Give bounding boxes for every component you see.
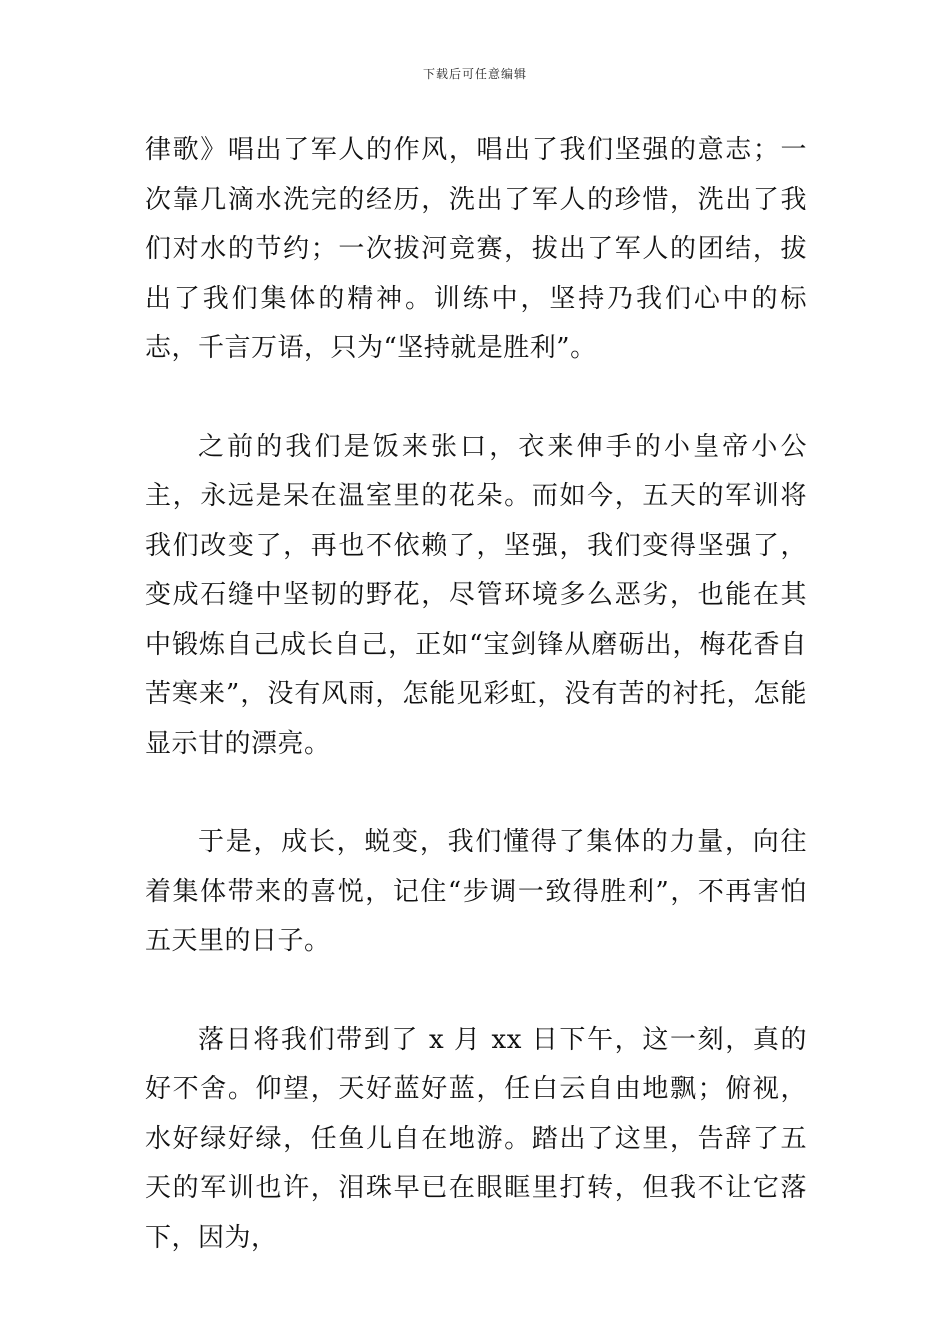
paragraph-gap bbox=[145, 967, 807, 1016]
document-body bbox=[145, 126, 807, 1263]
paragraph-2: 之前的我们是饭来张口，衣来伸手的小皇帝小公主，永远是呆在温室里的花朵。而如今，五天的军训将我们改变了，再也不依赖了，坚强，我们变得坚强了，变成石缝中坚韧的野花，尽管环境多么恶劣，也能在其中锻炼自己成长自己，正如“宝剑锋从磨砺出，梅花香自苦寒来”，没有风雨，怎能见彩虹，没有苦的衬托，怎能显示甘的漂亮。 bbox=[145, 431, 807, 759]
paragraph-gap bbox=[145, 769, 807, 818]
paragraph-1: 律歌》唱出了军人的作风，唱出了我们坚强的意志；一次靠几滴水洗完的经历，洗出了军人的珍惜，洗出了我们对水的节约；一次拔河竞赛，拔出了军人的团结，拔出了我们集体的精神。训练中，坚持乃我们心中的标志，千言万语，只为“坚持就是胜利”。 bbox=[145, 135, 807, 363]
paragraph-3: 于是，成长，蜕变，我们懂得了集体的力量，向往着集体带来的喜悦，记住“步调一致得胜利”，不再害怕五天里的日子。 bbox=[145, 827, 807, 956]
page-header-note: 下载后可任意编辑 bbox=[422, 67, 527, 81]
paragraph-gap bbox=[145, 374, 807, 423]
paragraph-4: 落日将我们带到了 x 月 xx 日下午，这一刻，真的好不舍。仰望，天好蓝好蓝，任白云自由地飘；俯视，水好绿好绿，任鱼儿自在地游。踏出了这里，告辞了五天的军训也许，泪珠早已在眼眶里打转，但我不让它落下，因为， bbox=[145, 1024, 807, 1253]
